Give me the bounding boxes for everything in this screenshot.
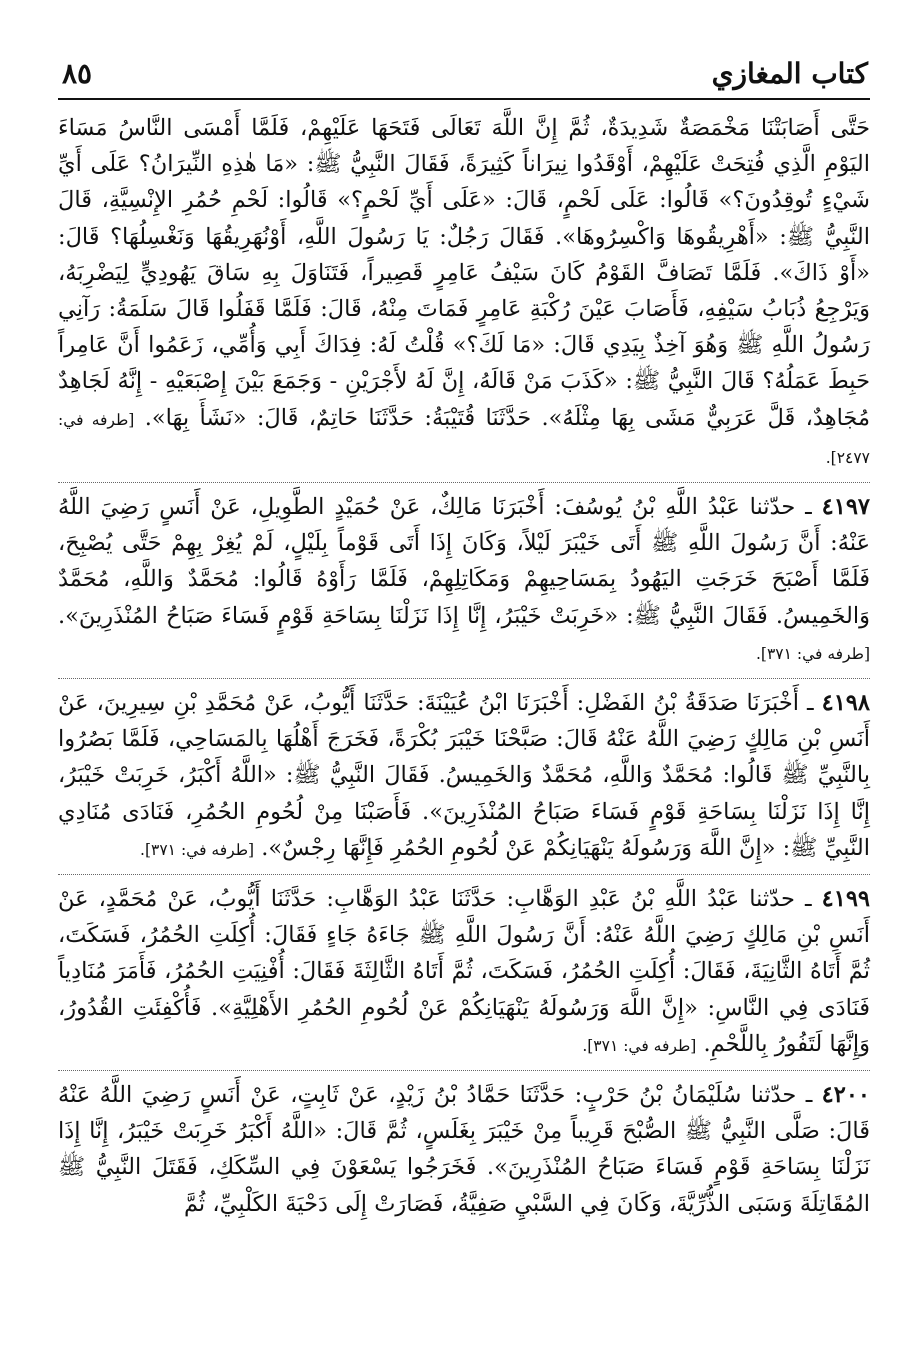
hadith-number: ٤١٩٨ xyxy=(821,690,870,717)
continuation-text: حَتَّى أَصَابَتْنَا مَخْمَصَةٌ شَدِيدَةٌ، ثُمَّ إِنَّ اللَّهَ تَعَالَى فَتَحَهَا عَلَيْهِمْ، فَلَمَّا أَمْسَى النَّاسُ مَسَاءَ اليَوْمِ الَّذِي فُتِحَتْ عَلَيْهِمْ، أَوْقَدُوا نِيرَاناً كَثِيرَةً، فَقَالَ النَّبِيُّ ﷺ: «مَا هٰذِهِ النِّيرَانُ؟ عَلَى أَيِّ شَيْءٍ تُوقِدُونَ؟» قَالُوا: عَلَى لَحْمٍ، قَالَ: «عَلَى أَيِّ لَحْمٍ؟» قَالُوا: لَحْمِ حُمُرِ الإِنْسِيَّةِ، قَالَ النَّبِيُّ ﷺ: «أَهْرِيقُوهَا وَاكْسِرُوهَا». فَقَالَ رَجُلٌ: يَا رَسُولَ اللَّهِ، أَوْنُهَرِيقُهَا وَنَغْسِلُهَا؟ قَالَ: «أَوْ ذَاكَ». فَلَمَّا تَصَافَّ القَوْمُ كَانَ سَيْفُ عَامِرٍ قَصِيراً، فَتَنَاوَلَ بِهِ سَاقَ يَهُودِيٍّ لِيَضْرِبَهُ، وَيَرْجِعُ ذُبَابُ سَيْفِهِ، فَأَصَابَ عَيْنَ رُكْبَةِ عَامِرٍ فَمَاتَ مِنْهُ، قَالَ: فَلَمَّا قَفَلُوا قَالَ سَلَمَةُ: رَآنِي رَسُولُ اللَّهِ ﷺ وَهُوَ آخِذٌ بِيَدِي قَالَ: «مَا لَكَ؟» قُلْتُ لَهُ: فِدَاكَ أَبِي وَأُمِّي، زَعَمُوا أَنَّ عَامِراً حَبِطَ عَمَلُهُ؟ قَالَ النَّبِيُّ ﷺ: «كَذَبَ مَنْ قَالَهُ، إِنَّ لَهُ لأَجْرَيْنِ - وَجَمَعَ بَيْنَ إِصْبَعَيْهِ - إِنَّهُ لَجَاهِدٌ مُجَاهِدٌ، قَلَّ عَرَبِيٌّ مَشَى بِهَا مِثْلَهُ». حَدَّثَنَا قُتَيْبَةُ: حَدَّثَنَا حَاتِمٌ، قَالَ: «نَشَأَ بِهَا». xyxy=(58,115,870,431)
book-page xyxy=(58,50,870,1350)
hadith-4197 xyxy=(58,482,870,672)
continuation-paragraph xyxy=(58,110,870,476)
page-number: ٨٥ xyxy=(62,57,93,90)
hadith-text: ـ حدّثنا سُلَيْمَانُ بْنُ حَرْبٍ: حَدَّثَنَا حَمَّادُ بْنُ زَيْدٍ، عَنْ ثَابِتٍ، عَنْ أَنَسٍ رَضِيَ اللَّهُ عَنْهُ قَالَ: صَلَّى النَّبِيُّ ﷺ الصُّبْحَ قَرِيباً مِنْ خَيْبَرَ بِغَلَسٍ، ثُمَّ قَالَ: «اللَّهُ أَكْبَرُ خَرِبَتْ خَيْبَرُ، إِنَّا إِذَا نَزَلْنَا بِسَاحَةِ قَوْمٍ فَسَاءَ صَبَاحُ المُنْذَرِينَ». فَخَرَجُوا يَسْعَوْنَ فِي السِّكَكِ، فَقَتَلَ النَّبِيُّ ﷺ المُقَاتِلَةَ وَسَبَى الذُّرِّيَّةَ، وَكَانَ فِي السَّبْيِ صَفِيَّةُ، فَصَارَتْ إِلَى دَحْيَةَ الكَلْبِيِّ، ثُمَّ xyxy=(58,1082,870,1217)
page-content xyxy=(58,100,870,1224)
hadith-text: ـ حدّثنا عَبْدُ اللَّهِ بْنُ عَبْدِ الوَهَّابِ: حَدَّثَنَا عَبْدُ الوَهَّابِ: حَدَّثَنَا أَيُّوبُ، عَنْ مُحَمَّدٍ، عَنْ أَنَسِ بْنِ مَالِكٍ رَضِيَ اللَّهُ عَنْهُ: أَنَّ رَسُولَ اللَّهِ ﷺ جَاءَهُ جَاءٍ فَقَالَ: أُكِلَتِ الحُمُرُ، فَسَكَتَ، ثُمَّ أَتَاهُ الثَّانِيَةَ، فَقَالَ: أُكِلَتِ الحُمُرُ، فَسَكَتَ، ثُمَّ أَتَاهُ الثَّالِثَةَ فَقَالَ: أُفْنِيَتِ الحُمُرُ، فَأَمَرَ مُنَادِياً فَنَادَى فِي النَّاسِ: «إِنَّ اللَّهَ وَرَسُولَهُ يَنْهَيَانِكُمْ عَنْ لُحُومِ الحُمُرِ الأَهْلِيَّةِ». فَأُكْفِئَتِ القُدُورُ، وَإِنَّهَا لَتَفُورُ بِاللَّحْمِ. xyxy=(58,886,870,1057)
hadith-number: ٤١٩٩ xyxy=(821,886,871,913)
hadith-4198 xyxy=(58,678,870,868)
hadith-text: ـ أَخْبَرَنَا صَدَقَةُ بْنُ الفَضْلِ: أَخْبَرَنَا ابْنُ عُيَيْنَةَ: حَدَّثَنَا أَيُّوبُ، عَنْ مُحَمَّدِ بْنِ سِيرِينَ، عَنْ أَنَسِ بْنِ مَالِكٍ رَضِيَ اللَّهُ عَنْهُ قَالَ: صَبَّحْنَا خَيْبَرَ بُكْرَةً، فَخَرَجَ أَهْلُهَا بِالمَسَاحِي، فَلَمَّا بَصُرُوا بِالنَّبِيِّ ﷺ قَالُوا: مُحَمَّدٌ وَاللَّهِ، مُحَمَّدٌ وَالخَمِيسُ. فَقَالَ النَّبِيُّ ﷺ: «اللَّهُ أَكْبَرُ، خَرِبَتْ خَيْبَرُ، إِنَّا إِذَا نَزَلْنَا بِسَاحَةِ قَوْمٍ فَسَاءَ صَبَاحُ المُنْذَرِينَ». فَأَصَبْنَا مِنْ لُحُومِ الحُمُرِ، فَنَادَى مُنَادِي النَّبِيِّ ﷺ: «إِنَّ اللَّهَ وَرَسُولَهُ يَنْهَيَانِكُمْ عَنْ لُحُومِ الحُمُرِ فَإِنَّهَا رِجْسٌ». xyxy=(58,690,870,861)
hadith-number: ٤٢٠٠ xyxy=(821,1082,871,1109)
continuation-ref: [طرفه في: ٢٤٧٧]. xyxy=(58,410,870,467)
hadith-ref: [طرفه في: ٣٧١]. xyxy=(582,1036,697,1055)
hadith-4200 xyxy=(58,1070,870,1224)
hadith-ref: [طرفه في: ٣٧١]. xyxy=(140,840,255,859)
hadith-4199 xyxy=(58,874,870,1064)
page-header xyxy=(58,50,870,100)
book-title: كتاب المغازي xyxy=(711,57,868,90)
hadith-number: ٤١٩٧ xyxy=(821,494,871,521)
hadith-ref: [طرفه في: ٣٧١]. xyxy=(755,644,870,663)
hadith-text: ـ حدّثنا عَبْدُ اللَّهِ بْنُ يُوسُفَ: أَخْبَرَنَا مَالِكٌ، عَنْ حُمَيْدٍ الطَّوِيلِ، عَنْ أَنَسٍ رَضِيَ اللَّهُ عَنْهُ: أَنَّ رَسُولَ اللَّهِ ﷺ أَتَى خَيْبَرَ لَيْلاً، وَكَانَ إِذَا أَتَى قَوْماً بِلَيْلٍ، لَمْ يُغِرْ بِهِمْ حَتَّى يُصْبِحَ، فَلَمَّا أَصْبَحَ خَرَجَتِ اليَهُودُ بِمَسَاحِيهِمْ وَمَكَاتِلِهِمْ، فَلَمَّا رَأَوْهُ قَالُوا: مُحَمَّدٌ وَاللَّهِ، مُحَمَّدٌ وَالخَمِيسُ. فَقَالَ النَّبِيُّ ﷺ: «خَرِبَتْ خَيْبَرُ، إِنَّا إِذَا نَزَلْنَا بِسَاحَةِ قَوْمٍ فَسَاءَ صَبَاحُ المُنْذَرِينَ». xyxy=(58,494,870,629)
